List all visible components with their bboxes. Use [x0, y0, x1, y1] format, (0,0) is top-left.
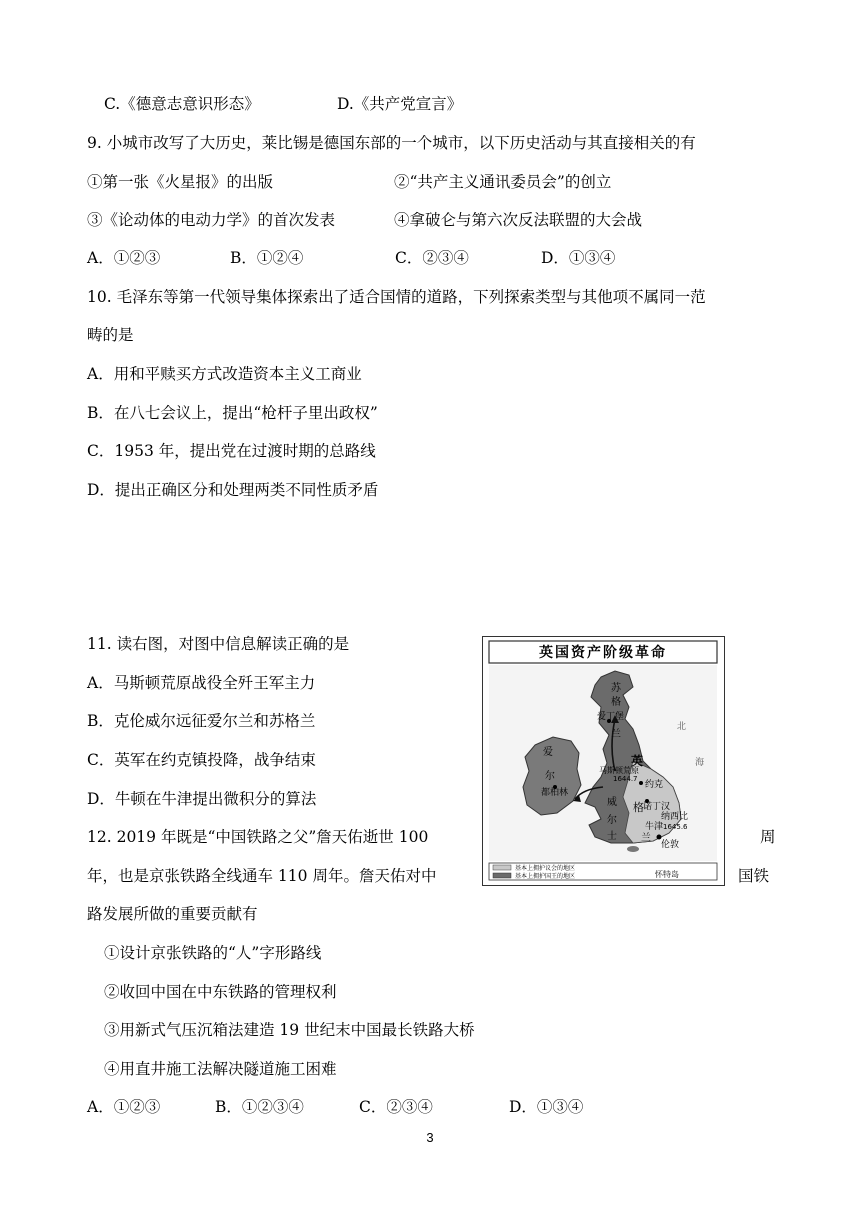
legend-parliament: 基本上拥护议会的地区: [515, 865, 576, 872]
label-naseby: 纳西比: [661, 812, 689, 822]
q9-item-3: ③《论动体的电动力学》的首次发表: [87, 211, 336, 229]
q9-item-1: ①第一张《火星报》的出版: [87, 173, 274, 191]
label-er2: 尔: [607, 815, 617, 826]
q9-option-a: A．①②③: [87, 249, 161, 267]
label-york: 约克: [645, 780, 664, 790]
q12-stem-1: 12. 2019 年既是“中国铁路之父”詹天佑逝世 100: [87, 828, 429, 846]
q12-item-1: ①设计京张铁路的“人”字形路线: [104, 944, 322, 962]
q8-options-cd: [104, 94, 462, 114]
label-london: 伦敦: [661, 840, 680, 850]
q10-option-c: C．1953 年，提出党在过渡时期的总路线: [87, 442, 376, 460]
label-wight: 怀特岛: [655, 870, 679, 879]
q11-stem: 11. 读右图，对图中信息解读正确的是: [87, 635, 350, 653]
q8-option-d: D.《共产党宣言》: [337, 95, 463, 113]
label-lan: 兰: [611, 729, 621, 740]
q10-stem-1: 10. 毛泽东等第一代领导集体探索出了适合国情的道路，下列探索类型与其他项不属同一范: [87, 288, 706, 306]
q12-item-3: ③用新式气压沉箱法建造 19 世纪末中国最长铁路大桥: [104, 1021, 475, 1039]
page-number: 3: [426, 1130, 434, 1145]
q9-options: [87, 248, 615, 268]
label-ge2: 格: [633, 801, 644, 814]
q12-stem-2: 年，也是京张铁路全线通车 110 周年。詹天佑对中: [87, 867, 437, 885]
q10-option-b: B．在八七会议上，提出“枪杆子里出政权”: [87, 404, 378, 422]
york-dot: [639, 781, 643, 785]
revolution-map: [482, 636, 725, 886]
label-wei: 威: [607, 797, 617, 808]
legend-royalist: 基本上拥护国王的地区: [515, 873, 576, 880]
q9-item-row-1: [87, 172, 611, 192]
q10-stem-2: 畴的是: [87, 326, 134, 344]
q10-option-d: D．提出正确区分和处理两类不同性质矛盾: [87, 481, 379, 499]
label-marston-year: 1644.7: [613, 775, 638, 783]
q9-item-row-2: [87, 210, 642, 230]
q9-item-4: ④拿破仑与第六次反法联盟的大会战: [394, 211, 643, 229]
q9-option-b: B．①②④: [230, 249, 304, 267]
q12-option-a: A．①②③: [87, 1098, 161, 1116]
label-naseby-year: 1645.6: [663, 823, 688, 831]
q12-option-b: B．①②③④: [215, 1098, 304, 1116]
q11-option-d: D．牛顿在牛津提出微积分的算法: [87, 790, 317, 808]
label-nottingham: 诺丁汉: [643, 802, 671, 812]
q12-stem-2-right: 国铁: [738, 867, 770, 885]
q12-options: [87, 1097, 583, 1117]
label-dublin: 都柏林: [541, 788, 569, 798]
q9-option-d: D．①③④: [541, 249, 616, 267]
label-marston: 马斯顿荒原: [599, 766, 639, 775]
q12-item-4: ④用直井施工法解决隧道施工困难: [104, 1060, 337, 1078]
q11-option-a: A．马斯顿荒原战役全歼王军主力: [87, 674, 316, 692]
q12-stem-3: 路发展所做的重要贡献有: [87, 905, 258, 923]
q12-option-c: C．②③④: [359, 1098, 433, 1116]
q9-stem: 9. 小城市改写了大历史，莱比锡是德国东部的一个城市，以下历史活动与其直接相关的有: [87, 134, 696, 152]
q11-option-b: B．克伦威尔远征爱尔兰和苏格兰: [87, 712, 316, 730]
legend-swatch-parliament: [493, 865, 511, 870]
label-niujin: 牛津: [645, 822, 664, 832]
label-bei: 北: [677, 722, 687, 732]
legend-swatch-royalist: [493, 873, 511, 878]
london-dot: [657, 835, 662, 840]
map-title: 英国资产阶级革命: [539, 645, 667, 661]
label-lan2: 兰: [641, 833, 651, 844]
label-hai: 海: [695, 758, 705, 768]
q12-option-d: D．①③④: [509, 1098, 584, 1116]
label-edinburgh: 爱丁堡: [597, 712, 625, 722]
q9-item-2: ②“共产主义通讯委员会”的创立: [394, 173, 612, 191]
q12-item-2: ②收回中国在中东铁路的管理权利: [104, 983, 337, 1001]
q12-stem-1-right: 周: [760, 828, 776, 846]
label-su: 苏: [611, 683, 621, 694]
q8-option-c: C.《德意志意识形态》: [104, 95, 260, 113]
label-ai: 爱: [543, 747, 553, 758]
label-ying: 英: [631, 754, 644, 768]
label-ge: 格: [611, 697, 621, 708]
label-shi: 士: [607, 831, 617, 842]
q11-option-c: C．英军在约克镇投降，战争结束: [87, 751, 316, 769]
label-er: 尔: [545, 771, 555, 782]
q9-option-c: C．②③④: [395, 249, 469, 267]
q10-option-a: A．用和平赎买方式改造资本主义工商业: [87, 365, 362, 383]
isle-of-wight-shape: [627, 846, 639, 852]
